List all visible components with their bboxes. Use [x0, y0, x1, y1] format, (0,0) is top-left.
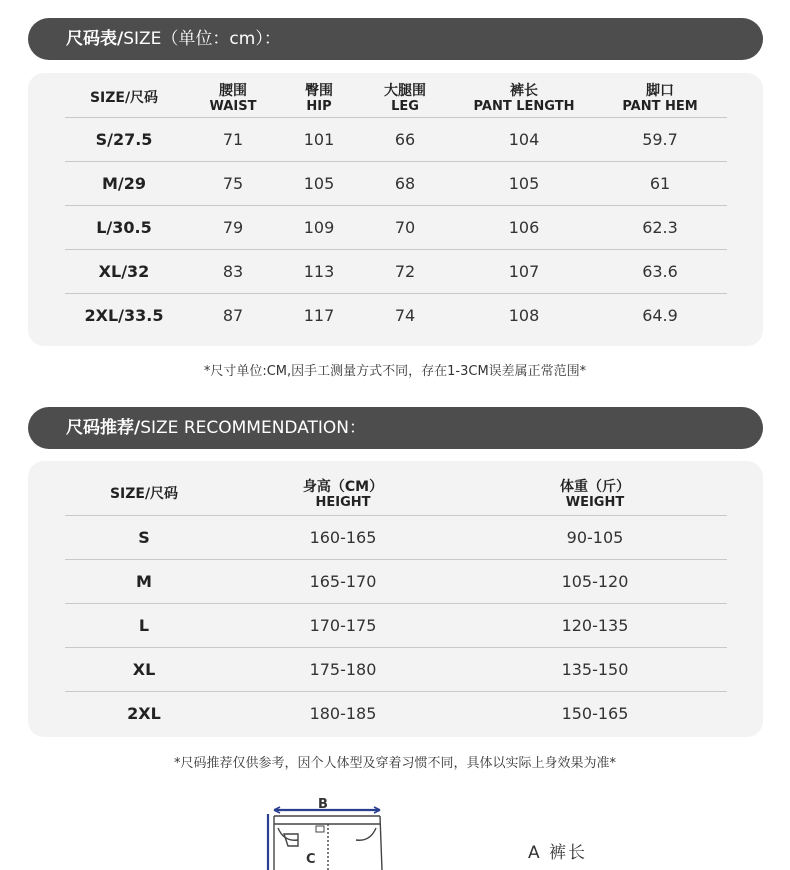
cell-pant-length: 107 [455, 249, 593, 293]
cell-hip: 117 [283, 293, 355, 337]
size-recommendation-title: SIZE RECOMMENDATION： [140, 418, 367, 438]
cell-waist: 87 [183, 293, 283, 337]
cell-height: 170-175 [223, 603, 463, 647]
waistband [274, 816, 380, 824]
cell-size: XL [65, 647, 223, 691]
header-height: 身高（CM） HEIGHT [302, 478, 384, 510]
table-row [65, 515, 727, 559]
size-chart-title: SIZE（单位：cm）： [123, 29, 281, 49]
cell-weight: 120-135 [463, 603, 727, 647]
table-row [65, 293, 727, 337]
cell-size: XL/32 [65, 249, 183, 293]
cell-waist: 75 [183, 161, 283, 205]
cell-waist: 71 [183, 117, 283, 161]
cell-size: 2XL [65, 691, 223, 735]
size-recommendation-panel [28, 461, 763, 737]
cell-pant-hem: 62.3 [593, 205, 727, 249]
cell-pant-length: 104 [455, 117, 593, 161]
size-recommendation-table [65, 475, 727, 735]
cell-size: M/29 [65, 161, 183, 205]
cell-leg: 74 [355, 293, 455, 337]
cell-size: S [65, 515, 223, 559]
cell-size: L [65, 603, 223, 647]
table-row [65, 691, 727, 735]
cell-waist: 79 [183, 205, 283, 249]
table-row [65, 603, 727, 647]
cell-leg: 72 [355, 249, 455, 293]
cell-height: 160-165 [223, 515, 463, 559]
header-hip: 臀围 HIP [305, 82, 333, 114]
size-chart-table [65, 81, 727, 337]
diagram-label-c: C [306, 852, 316, 867]
header-pant-hem: 脚口 PANT HEM [622, 82, 698, 114]
cell-leg: 70 [355, 205, 455, 249]
cell-size: L/30.5 [65, 205, 183, 249]
size-chart-note: *尺寸单位:CM,因手工测量方式不同，存在1-3CM误差属正常范围* [203, 364, 587, 379]
cell-pant-hem: 61 [593, 161, 727, 205]
cell-pant-hem: 64.9 [593, 293, 727, 337]
cell-height: 180-185 [223, 691, 463, 735]
table-row [65, 249, 727, 293]
diagram-legend-a: A 裤长 [528, 843, 588, 863]
cell-pant-length: 106 [455, 205, 593, 249]
cell-pant-length: 108 [455, 293, 593, 337]
cell-size: S/27.5 [65, 117, 183, 161]
header-size: SIZE/尺码 [109, 486, 179, 503]
header-weight: 体重（斤） WEIGHT [560, 478, 630, 510]
table-row [65, 647, 727, 691]
cell-hip: 105 [283, 161, 355, 205]
header-size: SIZE/尺码 [89, 90, 159, 107]
table-row [65, 161, 727, 205]
size-recommendation-title-bold: 尺码推荐/ [66, 418, 141, 438]
cell-weight: 90-105 [463, 515, 727, 559]
cell-leg: 66 [355, 117, 455, 161]
pants-diagram [258, 790, 388, 870]
header-waist: 腰围 WAIST [209, 82, 257, 114]
cell-weight: 105-120 [463, 559, 727, 603]
header-pant-length: 裤长 PANT LENGTH [473, 82, 575, 114]
cell-hip: 101 [283, 117, 355, 161]
size-chart-title-bold: 尺码表/ [66, 29, 124, 49]
cell-size: M [65, 559, 223, 603]
header-leg: 大腿围 LEG [384, 82, 426, 114]
cell-leg: 68 [355, 161, 455, 205]
cell-pant-hem: 63.6 [593, 249, 727, 293]
size-chart-panel [28, 73, 763, 346]
cell-size: 2XL/33.5 [65, 293, 183, 337]
cell-height: 175-180 [223, 647, 463, 691]
cell-pant-hem: 59.7 [593, 117, 727, 161]
cell-hip: 113 [283, 249, 355, 293]
cell-height: 165-170 [223, 559, 463, 603]
cell-hip: 109 [283, 205, 355, 249]
cell-waist: 83 [183, 249, 283, 293]
size-chart-banner [28, 18, 763, 60]
table-row [65, 559, 727, 603]
size-recommendation-banner [28, 407, 763, 449]
table-row [65, 117, 727, 161]
table-row [65, 205, 727, 249]
size-recommendation-note: *尺码推荐仅供参考，因个人体型及穿着习惯不同，具体以实际上身效果为准* [173, 756, 616, 771]
diagram-label-b: B [318, 797, 328, 812]
cell-weight: 150-165 [463, 691, 727, 735]
cell-pant-length: 105 [455, 161, 593, 205]
cell-weight: 135-150 [463, 647, 727, 691]
